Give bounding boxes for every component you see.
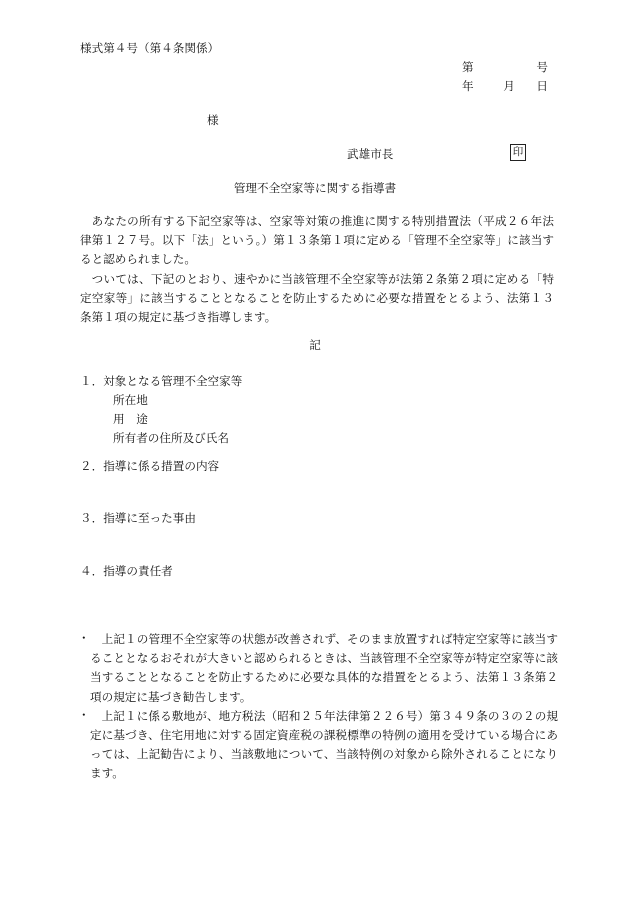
item-1-heading: １．対象となる管理不全空家等 [80,374,243,388]
ki-heading: 記 [309,338,321,352]
note-2-text: 上記１に係る敷地が、地方税法（昭和２５年法律第２２６号）第３４９条の３の２の規定に基づき、住宅用地に対する固定資産税の課税標準の特例の適用を受けている場合にあっては、上記勧告により、当該敷地について、当該特例の対象から除外されることになります。 [90,708,558,781]
notes-section [80,630,558,784]
document-number-date-block [462,58,548,96]
item-3-heading: ３．指導に至った事由 [80,511,196,525]
item-1-owner-label: 所有者の住所及び氏名 [113,431,229,445]
item-1-section [80,372,242,448]
note-1-text: 上記１の管理不全空家等の状態が改善されず、そのまま放置すれば特定空家等に該当することとなるおそれが大きいと認められるときは、当該管理不全空家等が特定空家等に該当することとなることを防止するために必要な具体的な措置をとるよう、法第１３条第２項の規定に基づき勧告します。 [90,632,558,704]
item-2-heading: ２．指導に係る措置の内容 [80,459,220,473]
body-paragraph-2: ついては、下記のとおり、速やかに当該管理不全空家等が法第２条第２項に定める「特定空家等」に該当することとなることを防止するために必要な措置をとるよう、法第１３条第１項の規定に基づき指導します。 [80,271,554,325]
note-2 [80,707,558,784]
form-number-label: 様式第４号（第４条関係） [80,41,220,55]
note-bullet: ・ [78,631,90,645]
issuer-name: 武雄市長 [347,147,394,161]
addressee-honorific: 様 [207,113,219,127]
date-row [462,77,548,96]
note-1 [80,630,558,707]
document-number-suffix: 号 [536,60,548,74]
date-day-label: 日 [536,79,548,93]
body-paragraph-1: あなたの所有する下記空家等は、空家等対策の推進に関する特別措置法（平成２６年法律第１２７号。以下「法」という。）第１３条第１項に定める「管理不全空家等」に該当すると認められました。 [80,214,554,267]
document-title: 管理不全空家等に関する指導書 [233,181,397,195]
official-seal-mark: 印 [510,144,526,161]
document-number-prefix: 第 [462,60,474,74]
body-text [80,212,554,327]
item-1-location-label: 所在地 [113,393,148,407]
item-4-heading: ４．指導の責任者 [80,564,173,578]
date-year-label: 年 [462,79,474,93]
document-number-row [462,58,548,77]
item-1-usage-label: 用 途 [113,412,148,426]
date-month-label: 月 [503,79,515,93]
note-bullet: ・ [78,707,90,722]
